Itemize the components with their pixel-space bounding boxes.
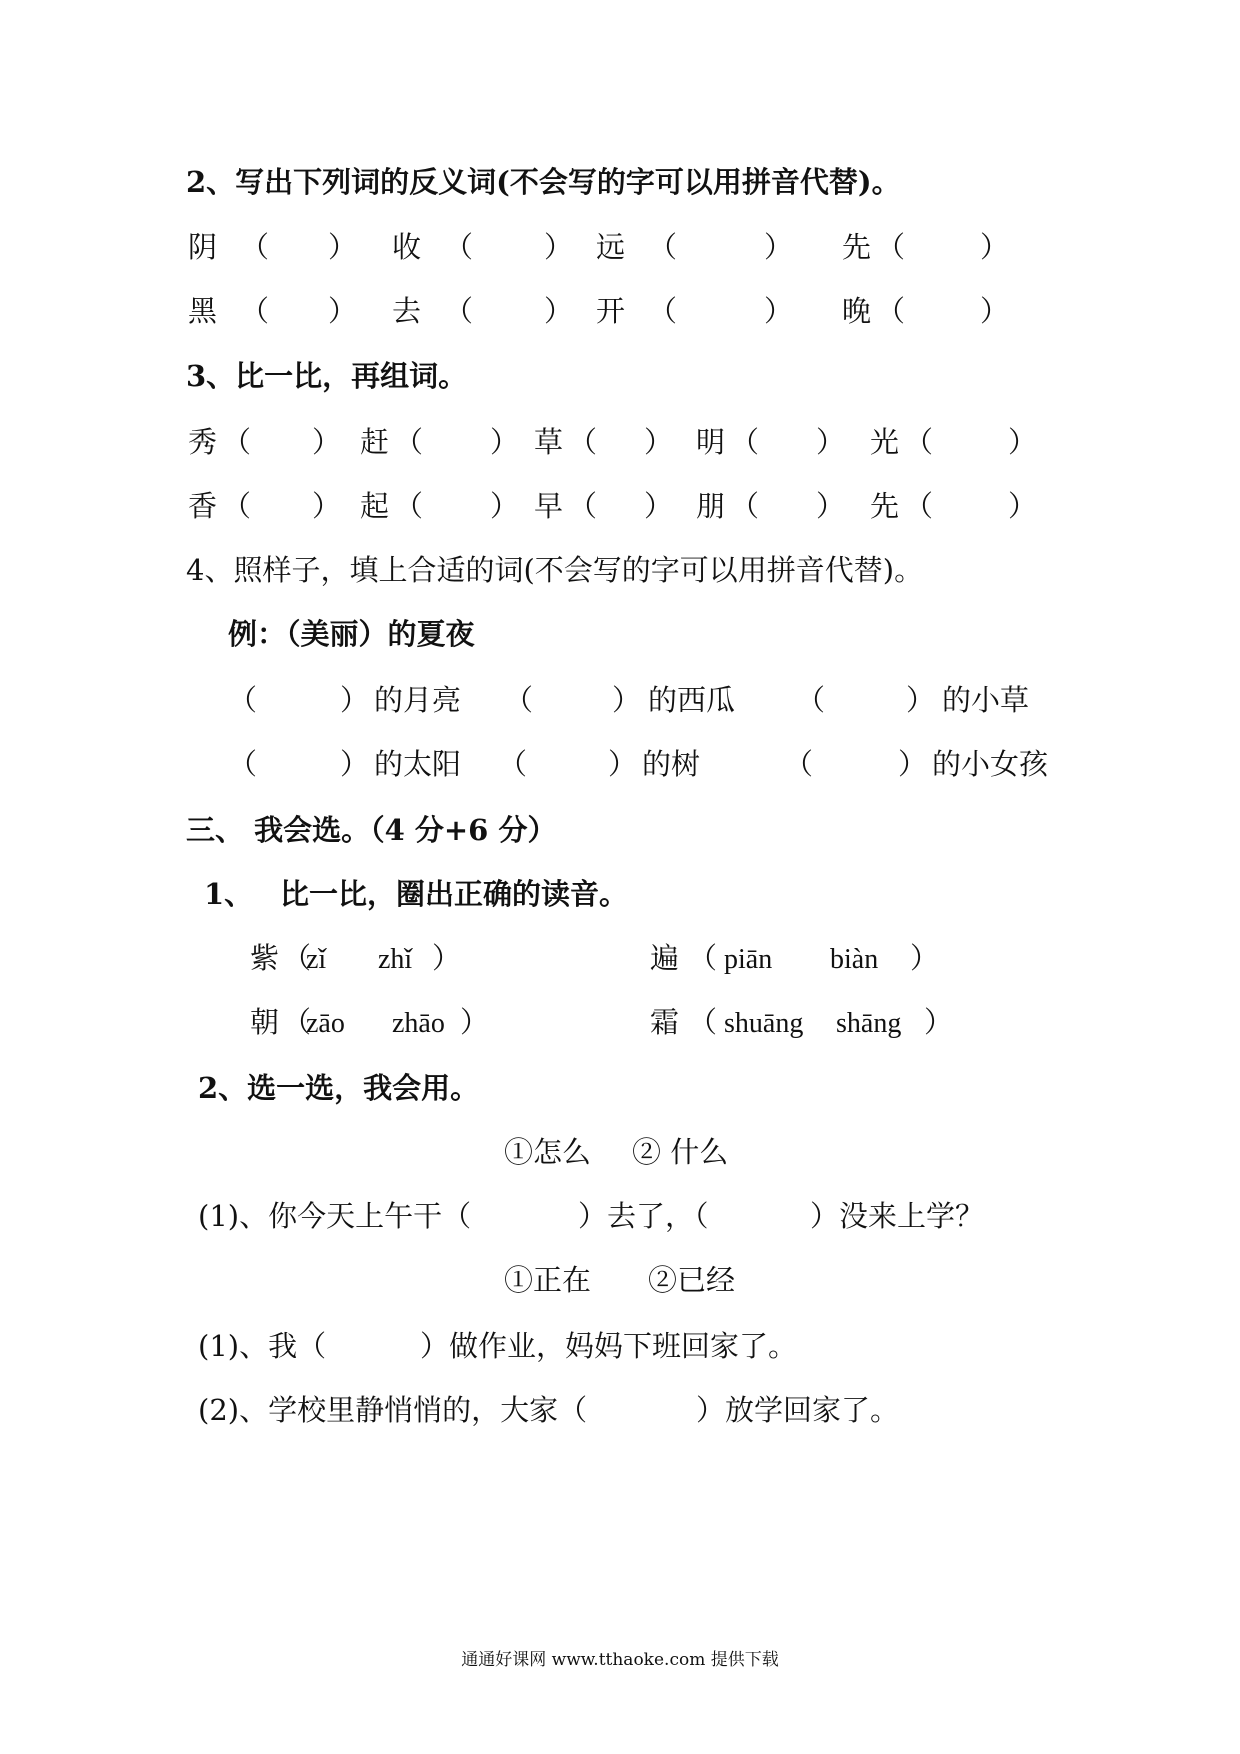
compare-char: 朋 xyxy=(696,489,726,523)
word-option: ①正在 xyxy=(504,1263,592,1297)
antonym-char: 阴 xyxy=(188,230,218,264)
pinyin-option[interactable]: zhāo xyxy=(392,1008,445,1039)
compare-char: 光 xyxy=(870,425,900,459)
antonym-char: 先 xyxy=(842,230,872,264)
fill-phrase: 的西瓜 xyxy=(648,683,736,717)
example-line: 例：（美丽）的夏夜 xyxy=(228,617,475,651)
pinyin-option[interactable]: piān xyxy=(724,944,773,975)
word-option: ② 什么 xyxy=(632,1135,729,1169)
compare-char: 草 xyxy=(534,425,564,459)
compare-char: 赶 xyxy=(360,425,390,459)
fill-phrase: 的月亮 xyxy=(374,683,462,717)
antonym-char: 晚 xyxy=(842,294,872,328)
question-3-title: 3、比一比，再组词。 xyxy=(186,359,468,393)
word-option: ①怎么 xyxy=(504,1135,592,1169)
pinyin-option[interactable]: biàn xyxy=(830,944,879,975)
compare-char: 明 xyxy=(696,425,726,459)
antonym-char: 开 xyxy=(596,294,626,328)
fill-phrase: 的树 xyxy=(642,747,701,781)
question-2-title: 2、写出下列词的反义词(不会写的字可以用拼音代替)。 xyxy=(186,165,901,199)
sub-question-1-title: 比一比，圈出正确的读音。 xyxy=(280,877,629,911)
pinyin-option[interactable]: zhǐ xyxy=(378,944,413,975)
sub-question-2-title: 2、选一选，我会用。 xyxy=(198,1071,480,1105)
section-3-title: 三、 我会选。（4 分+6 分） xyxy=(186,813,557,847)
word-option: ②已经 xyxy=(648,1263,736,1297)
compare-char: 香 xyxy=(188,489,218,523)
question-4-title: 4、照样子，填上合适的词(不会写的字可以用拼音代替)。 xyxy=(186,553,924,587)
pinyin-option[interactable]: shuāng xyxy=(724,1008,804,1039)
pinyin-option[interactable]: zāo xyxy=(306,1008,345,1039)
footer-source: 通通好课网 www.tthaoke.com 提供下载 xyxy=(461,1650,779,1670)
sub-question-1-number: 1、 xyxy=(204,877,254,911)
compare-char: 秀 xyxy=(188,425,218,459)
compare-char: 早 xyxy=(534,489,564,523)
pinyin-option[interactable]: shāng xyxy=(836,1008,902,1039)
compare-char: 起 xyxy=(360,489,390,523)
fill-phrase: 的小女孩 xyxy=(932,747,1049,781)
fill-phrase: 的太阳 xyxy=(374,747,462,781)
antonym-char: 黑 xyxy=(188,294,218,328)
antonym-char: 去 xyxy=(392,294,422,328)
fill-phrase: 的小草 xyxy=(942,683,1030,717)
antonym-char: 远 xyxy=(596,230,626,264)
pinyin-option[interactable]: zǐ xyxy=(306,944,327,975)
compare-char: 先 xyxy=(870,489,900,523)
antonym-char: 收 xyxy=(392,230,422,264)
